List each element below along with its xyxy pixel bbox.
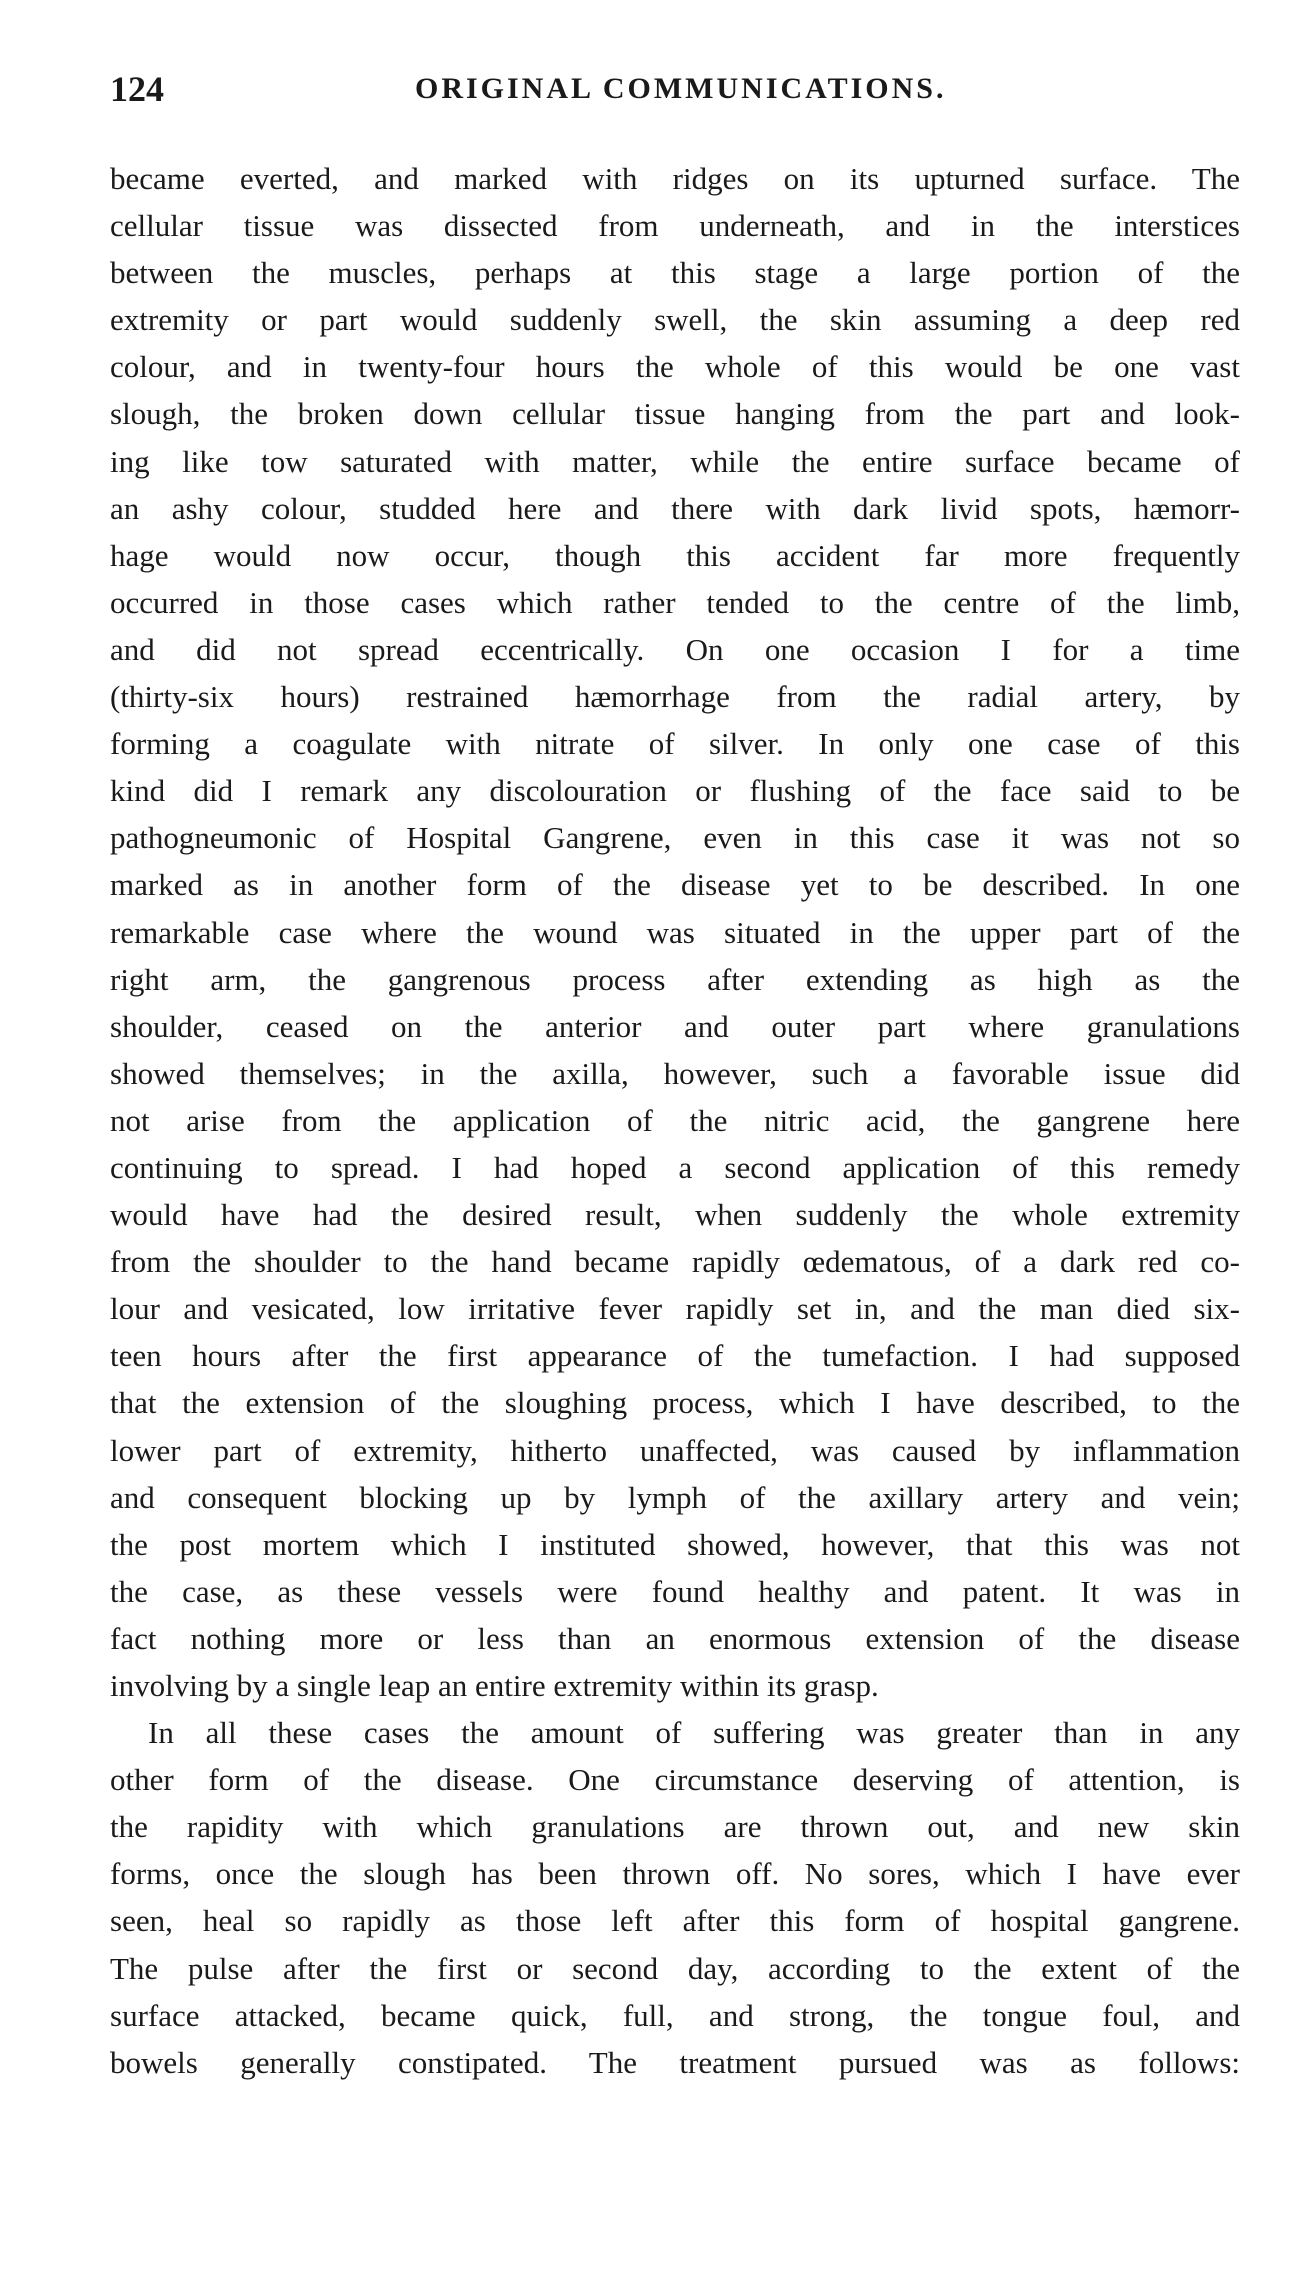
text-line: from the shoulder to the hand became rapidly œdematous, of a dark red co- [110, 1244, 1240, 1280]
text-line: an ashy colour, studded here and there with dark livid spots, hæmorr- [110, 490, 1240, 526]
text-line: fact nothing more or less than an enormous extension of the disease [110, 1620, 1240, 1656]
text-line: became everted, and marked with ridges on its upturned surface. The [110, 161, 1240, 196]
text-line: and consequent blocking up by lymph of the axillary artery and vein; [110, 1479, 1240, 1515]
text-line: bowels generally constipated. The treatment pursued was as follows: [110, 2044, 1240, 2080]
text-line: the post mortem which I instituted showed, however, that this was not [110, 1526, 1240, 1562]
text-line: extremity or part would suddenly swell, the skin assuming a deep red [110, 302, 1240, 338]
text-line: the case, as these vessels were found healthy and patent. It was in [110, 1573, 1240, 1609]
text-line: continuing to spread. I had hoped a second application of this remedy [110, 1149, 1240, 1185]
text-line: other form of the disease. One circumstance deserving of attention, is [110, 1762, 1240, 1798]
text-line: between the muscles, perhaps at this stage a large portion of the [110, 255, 1240, 291]
text-line: In all these cases the amount of suffering was greater than in any [148, 1715, 1240, 1751]
text-line: right arm, the gangrenous process after extending as high as the [110, 961, 1240, 997]
text-line: hage would now occur, though this accident far more frequently [110, 537, 1240, 573]
text-line: surface attacked, became quick, full, and strong, the tongue foul, and [110, 1997, 1240, 2033]
text-line: (thirty-six hours) restrained hæmorrhage from the radial artery, by [110, 679, 1240, 715]
text-line: pathogneumonic of Hospital Gangrene, even in this case it was not so [110, 820, 1240, 856]
text-line: shoulder, ceased on the anterior and outer part where granulations [110, 1008, 1240, 1044]
text-line: occurred in those cases which rather tended to the centre of the limb, [110, 584, 1240, 620]
text-line: teen hours after the first appearance of the tumefaction. I had supposed [110, 1338, 1240, 1374]
text-line: showed themselves; in the axilla, however, such a favorable issue did [110, 1055, 1240, 1091]
running-head: ORIGINAL COMMUNICATIONS. [415, 72, 947, 105]
page-number: 124 [110, 69, 164, 109]
text-line: kind did I remark any discolouration or flushing of the face said to be [110, 773, 1240, 809]
text-line: the rapidity with which granulations are thrown out, and new skin [110, 1809, 1240, 1845]
text-line: that the extension of the sloughing process, which I have described, to the [110, 1385, 1240, 1421]
text-line: ing like tow saturated with matter, while the entire surface became of [110, 443, 1240, 479]
text-line: lour and vesicated, low irritative fever rapidly set in, and the man died six- [110, 1291, 1240, 1327]
body-text [110, 155, 1240, 2086]
text-line: forms, once the slough has been thrown off. No sores, which I have ever [110, 1856, 1240, 1892]
text-line: lower part of extremity, hitherto unaffected, was caused by inflammation [110, 1432, 1240, 1468]
text-line: marked as in another form of the disease yet to be described. In one [110, 867, 1240, 903]
text-line: The pulse after the first or second day, according to the extent of the [110, 1950, 1240, 1986]
text-line: seen, heal so rapidly as those left after this form of hospital gangrene. [110, 1903, 1240, 1939]
text-line: would have had the desired result, when suddenly the whole extremity [110, 1197, 1240, 1233]
text-line: slough, the broken down cellular tissue hanging from the part and look- [110, 396, 1240, 432]
text-line: cellular tissue was dissected from underneath, and in the interstices [110, 208, 1240, 244]
text-line: colour, and in twenty-four hours the whole of this would be one vast [110, 349, 1240, 385]
page-header [110, 68, 1240, 116]
text-line: remarkable case where the wound was situated in the upper part of the [110, 914, 1240, 950]
text-line: not arise from the application of the nitric acid, the gangrene here [110, 1102, 1240, 1138]
text-line: involving by a single leap an entire extremity within its grasp. [110, 1668, 879, 1703]
text-line: forming a coagulate with nitrate of silver. In only one case of this [110, 726, 1240, 762]
text-line: and did not spread eccentrically. On one occasion I for a time [110, 631, 1240, 667]
